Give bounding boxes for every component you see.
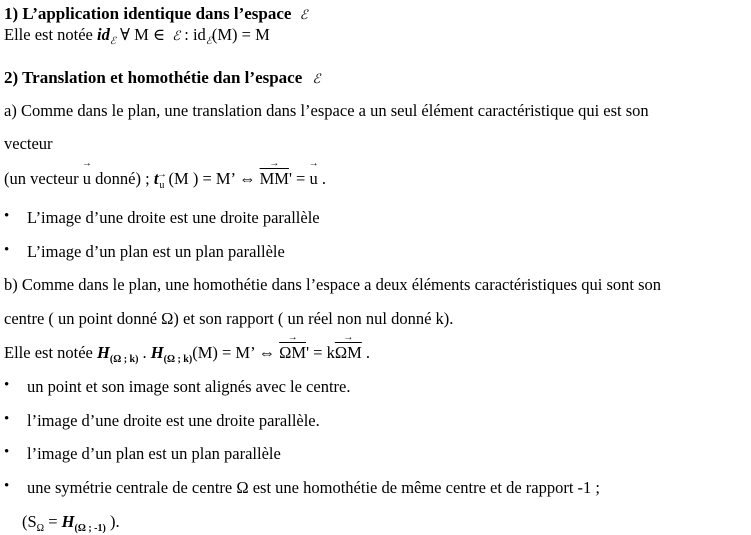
h-end: . xyxy=(361,343,371,362)
vector-om-text: $\overline{\Omega M}$ xyxy=(279,343,307,362)
section-1-title-text: 1) L’application identique dans l’espace xyxy=(4,4,292,23)
homothety-H-sub: (Ω ; k) xyxy=(109,354,139,365)
formula-end: . xyxy=(317,169,326,188)
script-e-sub2-icon: ℰ xyxy=(205,36,212,47)
translation-t: t xyxy=(153,169,159,188)
identity-id: id xyxy=(97,25,110,44)
list-item: L’image d’une droite est une droite parallèle xyxy=(27,208,320,227)
script-e-sub-icon: ℰ xyxy=(109,36,116,47)
list-item: l’image d’une droite est une droite parallèle. xyxy=(27,411,320,430)
symmetry-H: H xyxy=(61,512,75,531)
h-pre: Elle est notée xyxy=(4,343,98,362)
list-item: une symétrie centrale de centre Ω est une homothétie de même centre et de rapport -1 ; xyxy=(27,478,601,497)
list-item: l’image d’un plan est un plan parallèle xyxy=(27,444,281,463)
om-mid: ' = k xyxy=(306,343,335,362)
translation-rest: (M ) = M’ ⇔ xyxy=(164,169,260,188)
identity-text-d: (M) = M xyxy=(211,25,270,44)
identity-text-b: ∀ M ∈ xyxy=(115,25,170,44)
s-eq: = xyxy=(44,512,62,531)
homothety-paragraph: b) Comme dans le plan, une homothétie dans l’espace a deux éléments caractéristiques qui sont son xyxy=(4,275,662,294)
list-item: un point et son image sont alignés avec le centre. xyxy=(27,377,351,396)
vector-mm-text: $\overline{MM}$ xyxy=(259,169,289,188)
bullet-icon: • xyxy=(4,411,10,427)
vector-om-2 xyxy=(335,343,362,363)
translation-formula xyxy=(4,169,326,191)
translation-paragraph-cont: vecteur xyxy=(4,134,53,153)
bullet-icon: • xyxy=(4,208,10,224)
script-e-icon: ℰ xyxy=(299,8,308,23)
identity-text-c: : id xyxy=(180,25,206,44)
homothety-formula xyxy=(4,343,370,365)
s-end: ). xyxy=(105,512,120,531)
identity-definition xyxy=(4,25,270,47)
identity-text-a: Elle est notée xyxy=(4,25,98,44)
script-e-inline-icon: ℰ xyxy=(172,29,181,44)
homothety-H-2: H xyxy=(150,343,164,362)
script-e-title2-icon: ℰ xyxy=(312,72,321,87)
symmetry-H-sub: (Ω ; -1) xyxy=(74,523,106,534)
list-item: L’image d’un plan est un plan parallèle xyxy=(27,242,285,261)
vec-mid: donné) ; xyxy=(91,169,154,188)
vector-mm xyxy=(260,169,289,189)
h-dot: . xyxy=(138,343,151,362)
translation-t-sub: → u xyxy=(159,180,164,191)
section-2-title-text: 2) Translation et homothétie dan l’espace xyxy=(4,68,303,87)
bullet-icon: • xyxy=(4,242,10,258)
section-2-title xyxy=(4,68,320,88)
vec-pre: (un vecteur xyxy=(4,169,83,188)
translation-paragraph: a) Comme dans le plan, une translation dans l’espace a un seul élément caractéristique qui est son xyxy=(4,101,649,120)
h-rest: (M) = M’ ⇔ xyxy=(192,343,280,362)
homothety-H-sub-2: (Ω ; k) xyxy=(163,354,193,365)
vector-u-2: → u xyxy=(309,169,317,189)
mm-rest: ' = xyxy=(288,169,310,188)
symmetry-formula xyxy=(22,512,120,534)
s-pre: (S xyxy=(22,512,37,531)
vector-u: → u xyxy=(83,169,91,189)
bullet-icon: • xyxy=(4,478,10,494)
homothety-H: H xyxy=(97,343,110,362)
vector-om xyxy=(279,343,306,363)
section-1-title xyxy=(4,4,308,24)
bullet-icon: • xyxy=(4,444,10,460)
bullet-icon: • xyxy=(4,377,10,393)
homothety-paragraph-cont: centre ( un point donné Ω) et son rapport ( un réel non nul donné k). xyxy=(4,309,454,328)
s-sub: Ω xyxy=(36,523,45,534)
vector-om-2-text: $\overline{\Omega M}$ xyxy=(334,343,362,362)
